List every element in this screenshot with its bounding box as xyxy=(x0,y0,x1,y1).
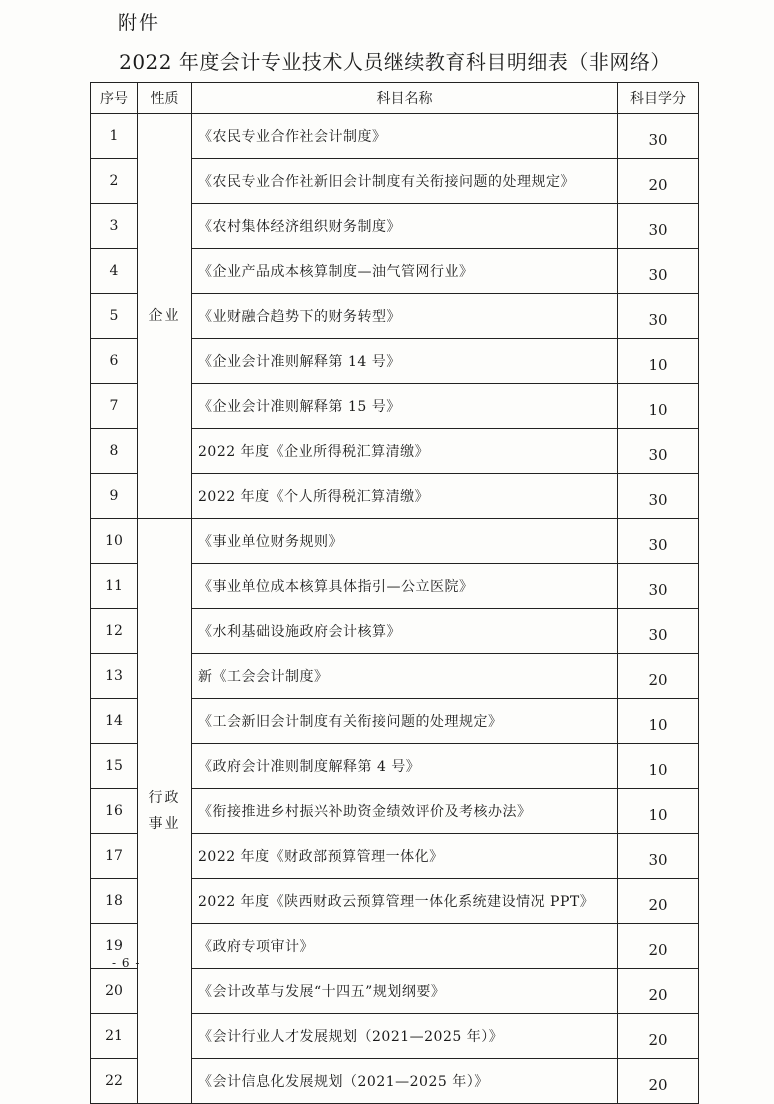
row-number: 1 xyxy=(91,114,138,159)
course-credit: 10 xyxy=(618,789,699,834)
row-number: 13 xyxy=(91,654,138,699)
row-number: 4 xyxy=(91,249,138,294)
course-name: 《事业单位成本核算具体指引—公立医院》 xyxy=(192,564,618,609)
header-credit: 科目学分 xyxy=(618,83,699,114)
row-number: 7 xyxy=(91,384,138,429)
course-credit: 30 xyxy=(618,294,699,339)
course-credit: 20 xyxy=(618,1059,699,1104)
course-name: 《农民专业合作社会计制度》 xyxy=(192,114,618,159)
nature-cell xyxy=(138,114,192,519)
course-credit: 10 xyxy=(618,699,699,744)
course-name: 《企业会计准则解释第 15 号》 xyxy=(192,384,618,429)
course-credit: 30 xyxy=(618,474,699,519)
nature-cell xyxy=(138,519,192,1104)
course-name: 《业财融合趋势下的财务转型》 xyxy=(192,294,618,339)
course-credit: 20 xyxy=(618,969,699,1014)
course-name: 《农民专业合作社新旧会计制度有关衔接问题的处理规定》 xyxy=(192,159,618,204)
row-number: 5 xyxy=(91,294,138,339)
row-number: 18 xyxy=(91,879,138,924)
course-name: 《政府会计准则制度解释第 4 号》 xyxy=(192,744,618,789)
table-row xyxy=(91,519,699,564)
course-credit: 30 xyxy=(618,429,699,474)
course-name: 2022 年度《财政部预算管理一体化》 xyxy=(192,834,618,879)
header-nature: 性质 xyxy=(138,83,192,114)
course-credit: 20 xyxy=(618,654,699,699)
course-name: 《会计信息化发展规划（2021—2025 年）》 xyxy=(192,1059,618,1104)
course-name: 《政府专项审计》 xyxy=(192,924,618,969)
row-number: 11 xyxy=(91,564,138,609)
course-name: 《会计改革与发展“十四五”规划纲要》 xyxy=(192,969,618,1014)
course-name: 《事业单位财务规则》 xyxy=(192,519,618,564)
course-name: 《水利基础设施政府会计核算》 xyxy=(192,609,618,654)
course-name: 《企业产品成本核算制度—油气管网行业》 xyxy=(192,249,618,294)
course-credit: 10 xyxy=(618,339,699,384)
row-number: 8 xyxy=(91,429,138,474)
attachment-label: 附件 xyxy=(118,12,161,34)
header-name: 科目名称 xyxy=(192,83,618,114)
course-name: 《农村集体经济组织财务制度》 xyxy=(192,204,618,249)
row-number: 17 xyxy=(91,834,138,879)
course-credit: 30 xyxy=(618,564,699,609)
course-credit: 20 xyxy=(618,879,699,924)
course-credit: 10 xyxy=(618,744,699,789)
nature-label: 事业 xyxy=(148,816,181,832)
course-credit: 20 xyxy=(618,1014,699,1059)
header-no: 序号 xyxy=(91,83,138,114)
nature-label: 行政 xyxy=(148,790,181,806)
table-header-row xyxy=(91,83,699,114)
row-number: 14 xyxy=(91,699,138,744)
course-name: 2022 年度《陕西财政云预算管理一体化系统建设情况 PPT》 xyxy=(192,879,618,924)
course-name: 新《工会会计制度》 xyxy=(192,654,618,699)
row-number: 3 xyxy=(91,204,138,249)
row-number: 21 xyxy=(91,1014,138,1059)
course-name: 《企业会计准则解释第 14 号》 xyxy=(192,339,618,384)
row-number: 20 xyxy=(91,969,138,1014)
row-number: 2 xyxy=(91,159,138,204)
course-credit: 30 xyxy=(618,834,699,879)
course-credit: 30 xyxy=(618,519,699,564)
page-number: - 6 - xyxy=(112,956,141,970)
course-credit: 20 xyxy=(618,159,699,204)
course-name: 2022 年度《个人所得税汇算清缴》 xyxy=(192,474,618,519)
course-credit: 10 xyxy=(618,384,699,429)
course-name: 2022 年度《企业所得税汇算清缴》 xyxy=(192,429,618,474)
row-number: 19 xyxy=(91,924,138,969)
table-row xyxy=(91,114,699,159)
row-number: 9 xyxy=(91,474,138,519)
course-name: 《会计行业人才发展规划（2021—2025 年）》 xyxy=(192,1014,618,1059)
course-credit: 20 xyxy=(618,924,699,969)
row-number: 22 xyxy=(91,1059,138,1104)
course-credit: 30 xyxy=(618,249,699,294)
row-number: 6 xyxy=(91,339,138,384)
row-number: 16 xyxy=(91,789,138,834)
course-credit: 30 xyxy=(618,609,699,654)
row-number: 10 xyxy=(91,519,138,564)
course-table xyxy=(90,82,699,1104)
document-title: 2022 年度会计专业技术人员继续教育科目明细表（非网络） xyxy=(119,50,671,74)
row-number: 12 xyxy=(91,609,138,654)
course-credit: 30 xyxy=(618,204,699,249)
row-number: 15 xyxy=(91,744,138,789)
course-credit: 30 xyxy=(618,114,699,159)
nature-label: 企业 xyxy=(148,308,181,324)
course-name: 《衔接推进乡村振兴补助资金绩效评价及考核办法》 xyxy=(192,789,618,834)
course-name: 《工会新旧会计制度有关衔接问题的处理规定》 xyxy=(192,699,618,744)
